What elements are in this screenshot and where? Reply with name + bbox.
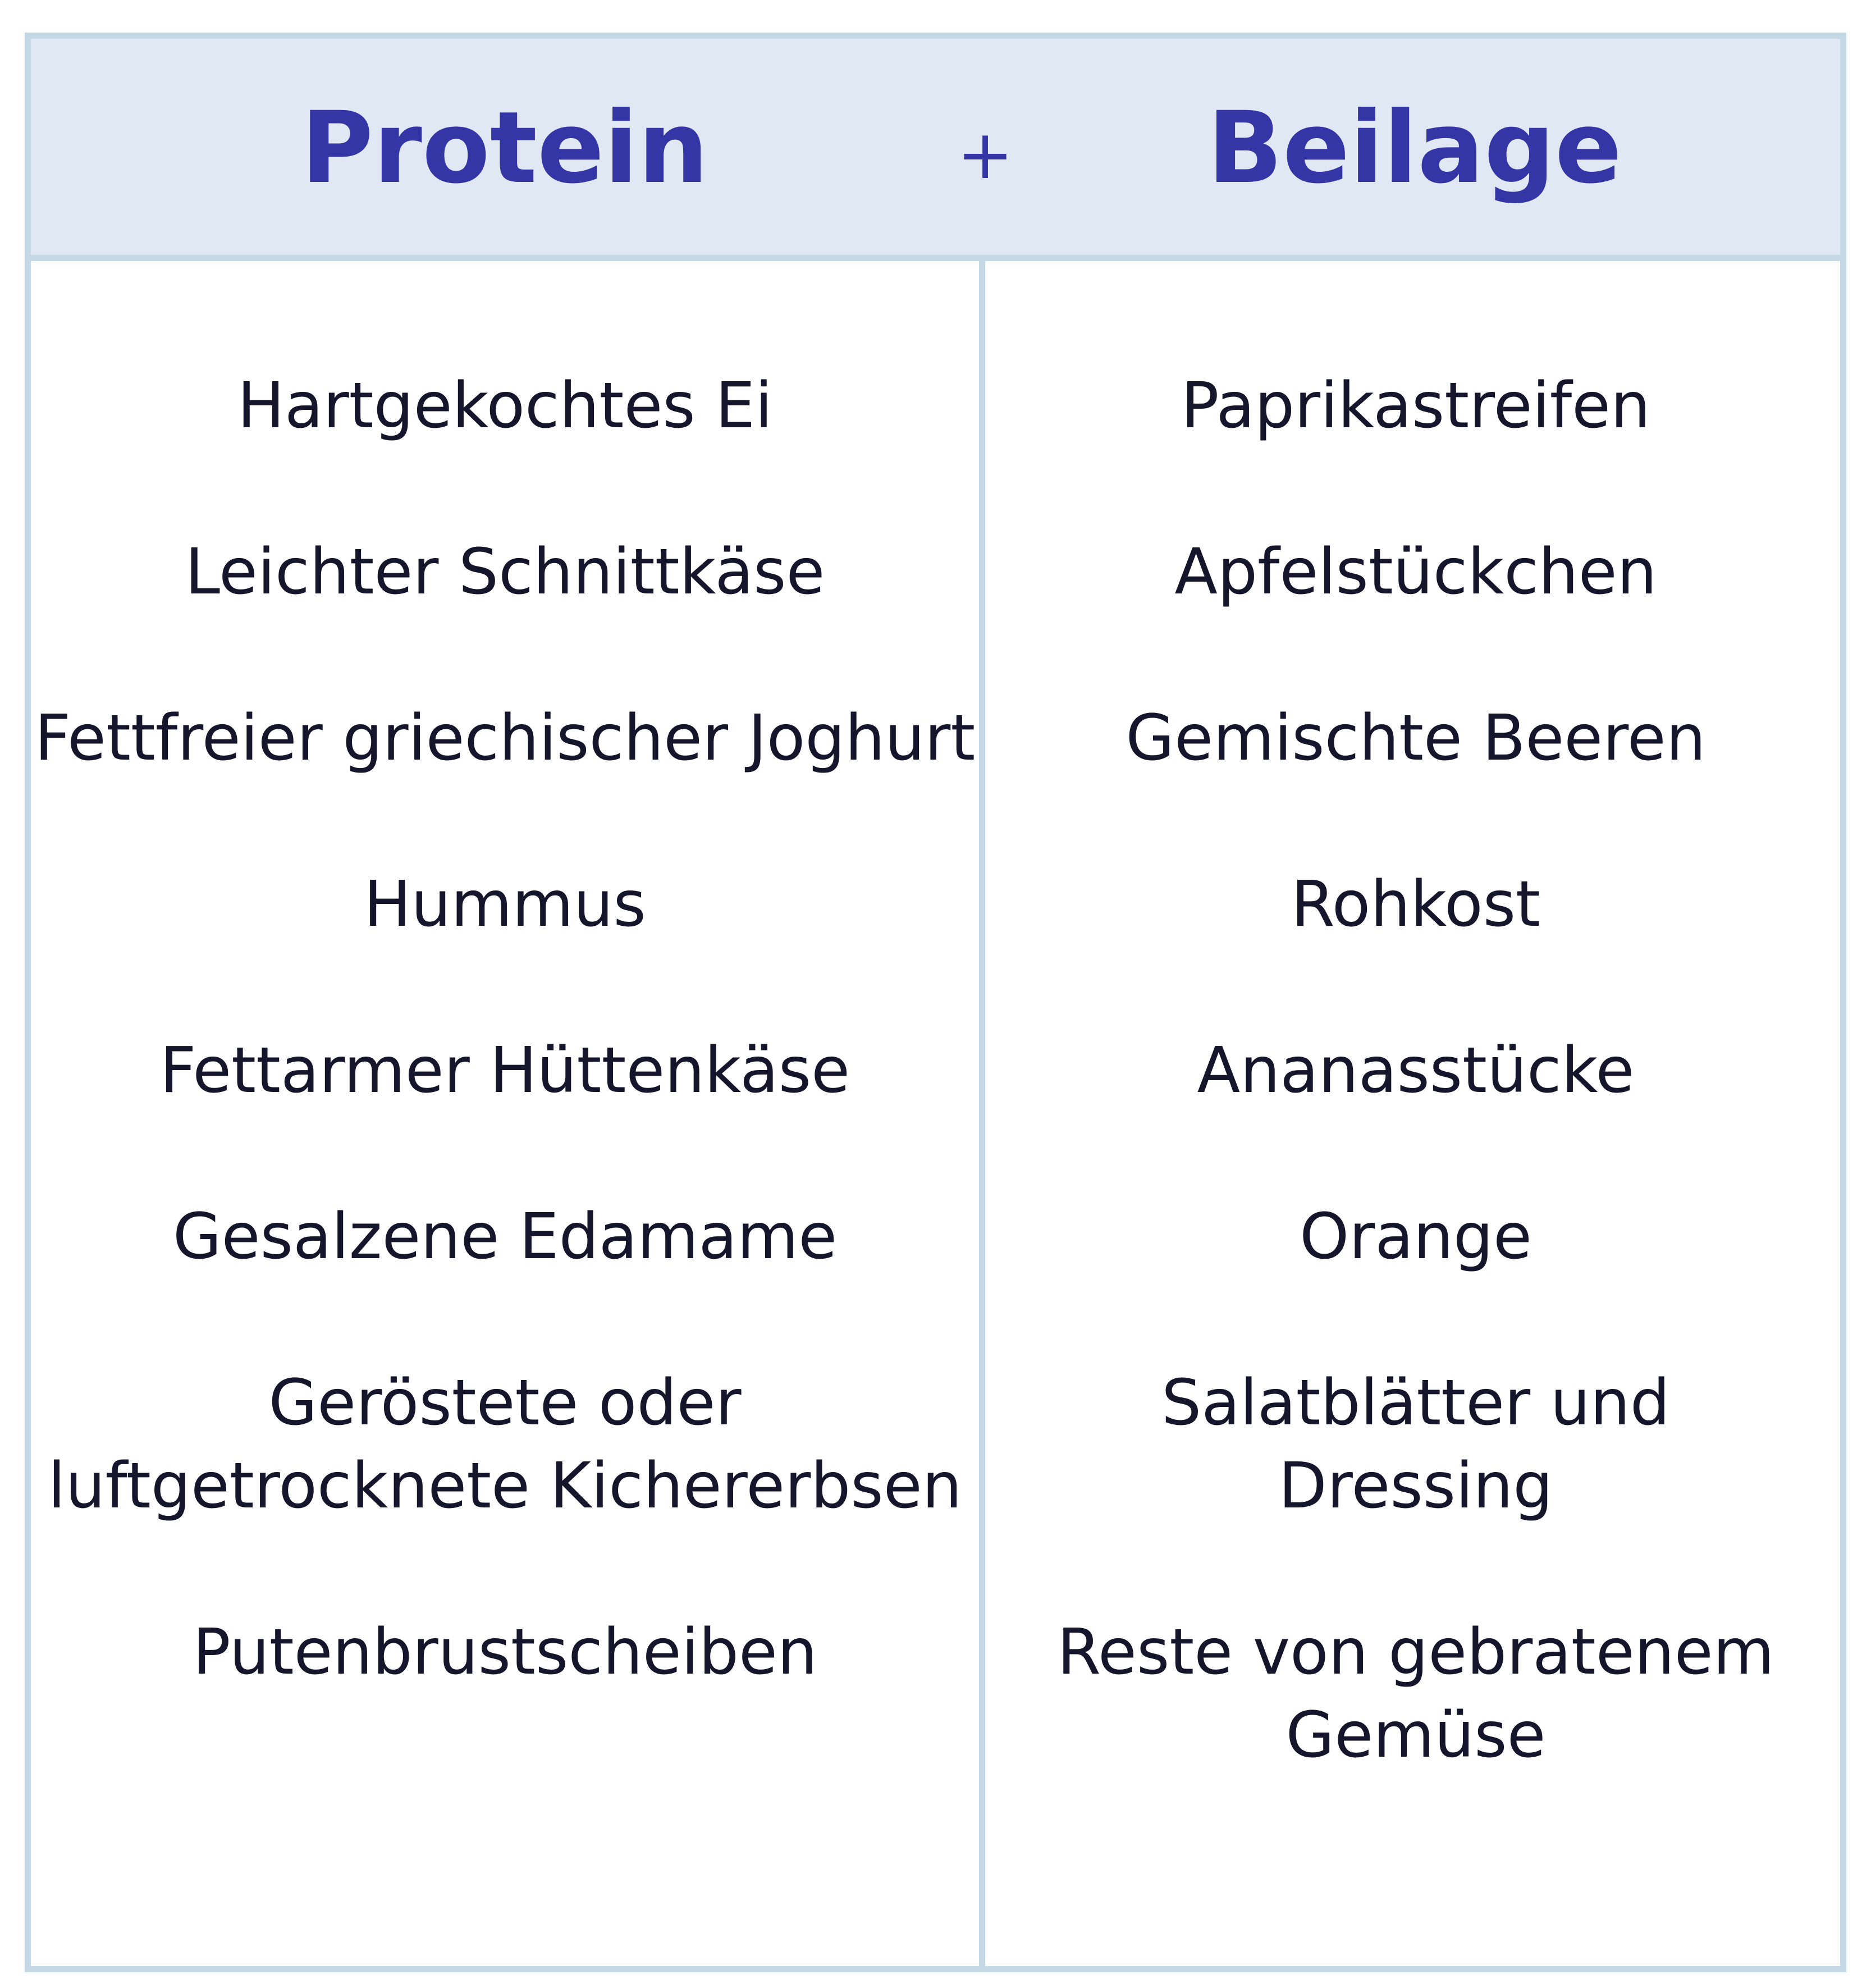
list-item: Gesalzene Edamame — [172, 1200, 838, 1273]
list-item: Fettarmer Hüttenkäse — [159, 1034, 850, 1107]
list-item: Hartgekochtes Ei — [237, 369, 773, 442]
list-item: Paprikastreifen — [1181, 369, 1651, 442]
plus-sign: + — [957, 116, 1014, 194]
side-heading: Beilage — [1207, 90, 1622, 205]
side-list — [985, 364, 1846, 1777]
protein-list — [31, 364, 979, 1777]
list-item: Rohkost — [1291, 868, 1540, 941]
list-item: Reste von gebratenem Gemüse — [1057, 1616, 1774, 1772]
list-item: Ananasstücke — [1197, 1034, 1635, 1107]
table-header — [31, 39, 1840, 261]
list-item: Salatblätter und Dressing — [1161, 1367, 1670, 1523]
list-item: Hummus — [364, 868, 646, 941]
column-divider — [979, 261, 985, 1972]
protein-heading: Protein — [301, 90, 708, 205]
list-item: Putenbrustscheiben — [193, 1616, 817, 1689]
list-item: Orange — [1300, 1200, 1532, 1273]
protein-side-table — [25, 33, 1846, 1972]
list-item: Leichter Schnittkäse — [185, 536, 825, 609]
list-item: Gemischte Beeren — [1126, 702, 1706, 775]
list-item: Fettfreier griechischer Joghurt — [34, 702, 976, 775]
list-item: Apfelstückchen — [1174, 536, 1657, 609]
list-item: Geröstete oder luftgetrocknete Kichererbsen — [48, 1367, 962, 1523]
